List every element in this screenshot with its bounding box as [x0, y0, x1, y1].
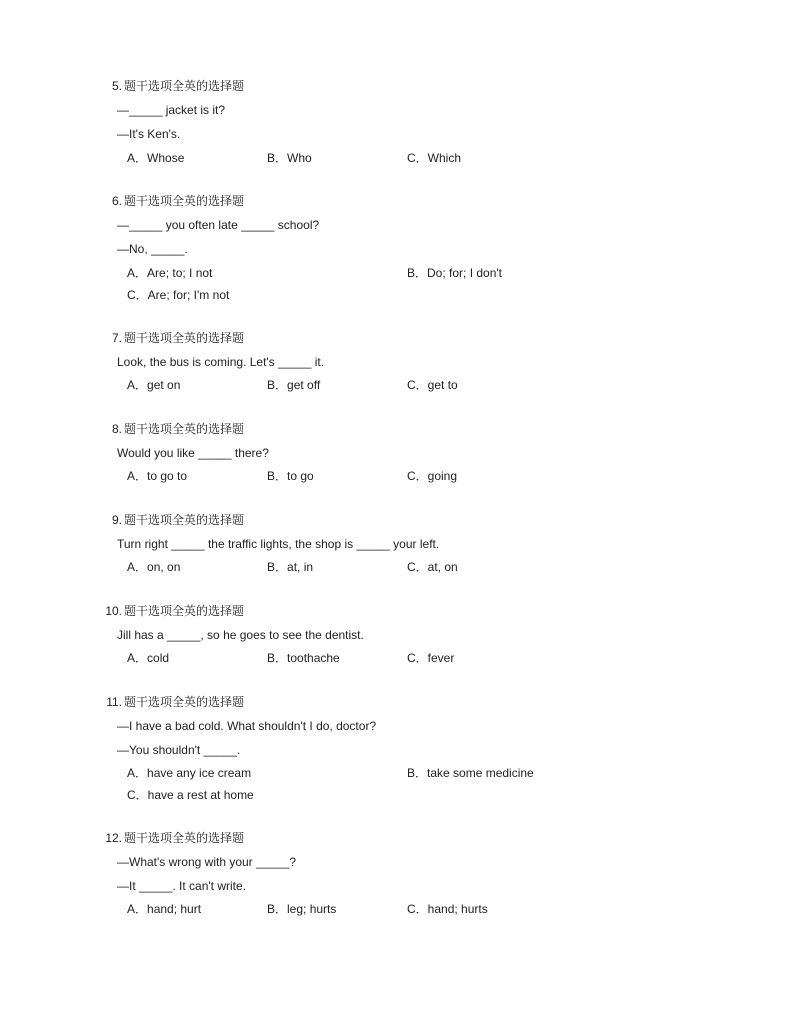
- question-stem-line: Look, the bus is coming. Let's _____ it.: [117, 355, 325, 369]
- option-a[interactable]: [127, 264, 212, 282]
- question-header: [98, 693, 398, 711]
- option-a[interactable]: [127, 376, 180, 394]
- option-text: leg; hurts: [287, 902, 337, 916]
- option-text: Do; for; I don't: [427, 266, 503, 280]
- option-letter: A．: [127, 378, 148, 392]
- question-stem-line: —No, _____.: [117, 242, 188, 256]
- option-text: on, on: [147, 560, 181, 574]
- option-text: to go: [287, 469, 314, 483]
- option-text: Whose: [147, 151, 185, 165]
- option-text: get to: [427, 378, 458, 392]
- option-b[interactable]: [407, 764, 534, 782]
- question-type: 题干选项全英的选择题: [124, 422, 245, 436]
- option-a[interactable]: [127, 764, 251, 782]
- question-number: 10.: [105, 604, 122, 618]
- option-b[interactable]: [407, 264, 502, 282]
- option-text: fever: [427, 651, 455, 665]
- option-letter: B．: [267, 902, 288, 916]
- option-b[interactable]: [267, 649, 340, 667]
- option-letter: C．: [407, 378, 428, 392]
- option-text: to go to: [147, 469, 188, 483]
- option-b[interactable]: [267, 149, 312, 167]
- option-text: Are; for; I'm not: [147, 288, 230, 302]
- question-header: [98, 829, 398, 847]
- option-letter: B．: [407, 766, 428, 780]
- question-stem-line: —I have a bad cold. What shouldn't I do, doctor?: [117, 719, 377, 733]
- option-c[interactable]: [127, 286, 229, 304]
- option-letter: A．: [127, 151, 148, 165]
- question-header: [98, 77, 398, 95]
- question-header: [98, 602, 398, 620]
- option-text: have any ice cream: [147, 766, 252, 780]
- option-letter: C．: [407, 902, 428, 916]
- option-letter: B．: [267, 651, 288, 665]
- option-letter: B．: [267, 378, 288, 392]
- option-text: hand; hurts: [427, 902, 488, 916]
- option-b[interactable]: [267, 467, 314, 485]
- option-text: get off: [287, 378, 321, 392]
- question-header: [98, 511, 398, 529]
- option-c[interactable]: [407, 558, 458, 576]
- option-letter: B．: [267, 151, 288, 165]
- question-number: 8.: [111, 422, 122, 436]
- option-letter: B．: [267, 469, 288, 483]
- option-a[interactable]: [127, 558, 180, 576]
- option-letter: C．: [407, 651, 428, 665]
- question-type: 题干选项全英的选择题: [124, 79, 245, 93]
- question-stem-line: —It's Ken's.: [117, 127, 181, 141]
- question-number: 11.: [106, 695, 122, 709]
- option-text: Are; to; I not: [147, 266, 213, 280]
- question-number: 7.: [111, 331, 122, 345]
- option-c[interactable]: [407, 467, 457, 485]
- question-number: 5.: [111, 79, 122, 93]
- option-letter: A．: [127, 266, 148, 280]
- option-letter: A．: [127, 766, 148, 780]
- option-b[interactable]: [267, 376, 320, 394]
- option-letter: A．: [127, 560, 148, 574]
- question-stem-line: —It _____. It can't write.: [117, 879, 247, 893]
- option-b[interactable]: [267, 558, 313, 576]
- question-type: 题干选项全英的选择题: [124, 604, 245, 618]
- option-c[interactable]: [407, 649, 454, 667]
- question-stem-line: —_____ jacket is it?: [117, 103, 226, 117]
- question-stem-line: —_____ you often late _____ school?: [117, 218, 320, 232]
- option-letter: A．: [127, 651, 148, 665]
- question-type: 题干选项全英的选择题: [124, 194, 245, 208]
- option-text: cold: [147, 651, 170, 665]
- option-text: at, on: [427, 560, 458, 574]
- option-text: toothache: [287, 651, 340, 665]
- option-letter: C．: [407, 560, 428, 574]
- option-text: get on: [147, 378, 181, 392]
- question-type: 题干选项全英的选择题: [124, 695, 245, 709]
- question-stem-line: Jill has a _____, so he goes to see the dentist.: [117, 628, 364, 642]
- option-letter: B．: [267, 560, 288, 574]
- option-c[interactable]: [407, 376, 458, 394]
- option-a[interactable]: [127, 149, 184, 167]
- option-letter: B．: [407, 266, 428, 280]
- option-letter: C．: [127, 788, 148, 802]
- question-stem-line: Would you like _____ there?: [117, 446, 269, 460]
- option-c[interactable]: [407, 149, 461, 167]
- option-a[interactable]: [127, 649, 169, 667]
- option-c[interactable]: [407, 900, 488, 918]
- question-number: 9.: [111, 513, 122, 527]
- option-text: at, in: [287, 560, 314, 574]
- option-text: hand; hurt: [147, 902, 202, 916]
- option-text: take some medicine: [427, 766, 534, 780]
- option-a[interactable]: [127, 900, 201, 918]
- option-b[interactable]: [267, 900, 336, 918]
- option-letter: C．: [407, 469, 428, 483]
- option-text: Who: [287, 151, 312, 165]
- question-number: 6.: [111, 194, 122, 208]
- question-stem-line: —You shouldn't _____.: [117, 743, 241, 757]
- question-stem-line: Turn right _____ the traffic lights, the shop is _____ your left.: [117, 537, 440, 551]
- option-text: Which: [427, 151, 462, 165]
- question-type: 题干选项全英的选择题: [124, 831, 245, 845]
- question-number: 12.: [105, 831, 122, 845]
- question-header: [98, 192, 398, 210]
- option-text: have a rest at home: [147, 788, 254, 802]
- option-letter: C．: [127, 288, 148, 302]
- question-header: [98, 329, 398, 347]
- option-letter: C．: [407, 151, 428, 165]
- question-stem-line: —What's wrong with your _____?: [117, 855, 297, 869]
- question-type: 题干选项全英的选择题: [124, 331, 245, 345]
- option-c[interactable]: [127, 786, 254, 804]
- option-letter: A．: [127, 469, 148, 483]
- question-type: 题干选项全英的选择题: [124, 513, 245, 527]
- option-letter: A．: [127, 902, 148, 916]
- option-text: going: [427, 469, 458, 483]
- question-header: [98, 420, 398, 438]
- option-a[interactable]: [127, 467, 187, 485]
